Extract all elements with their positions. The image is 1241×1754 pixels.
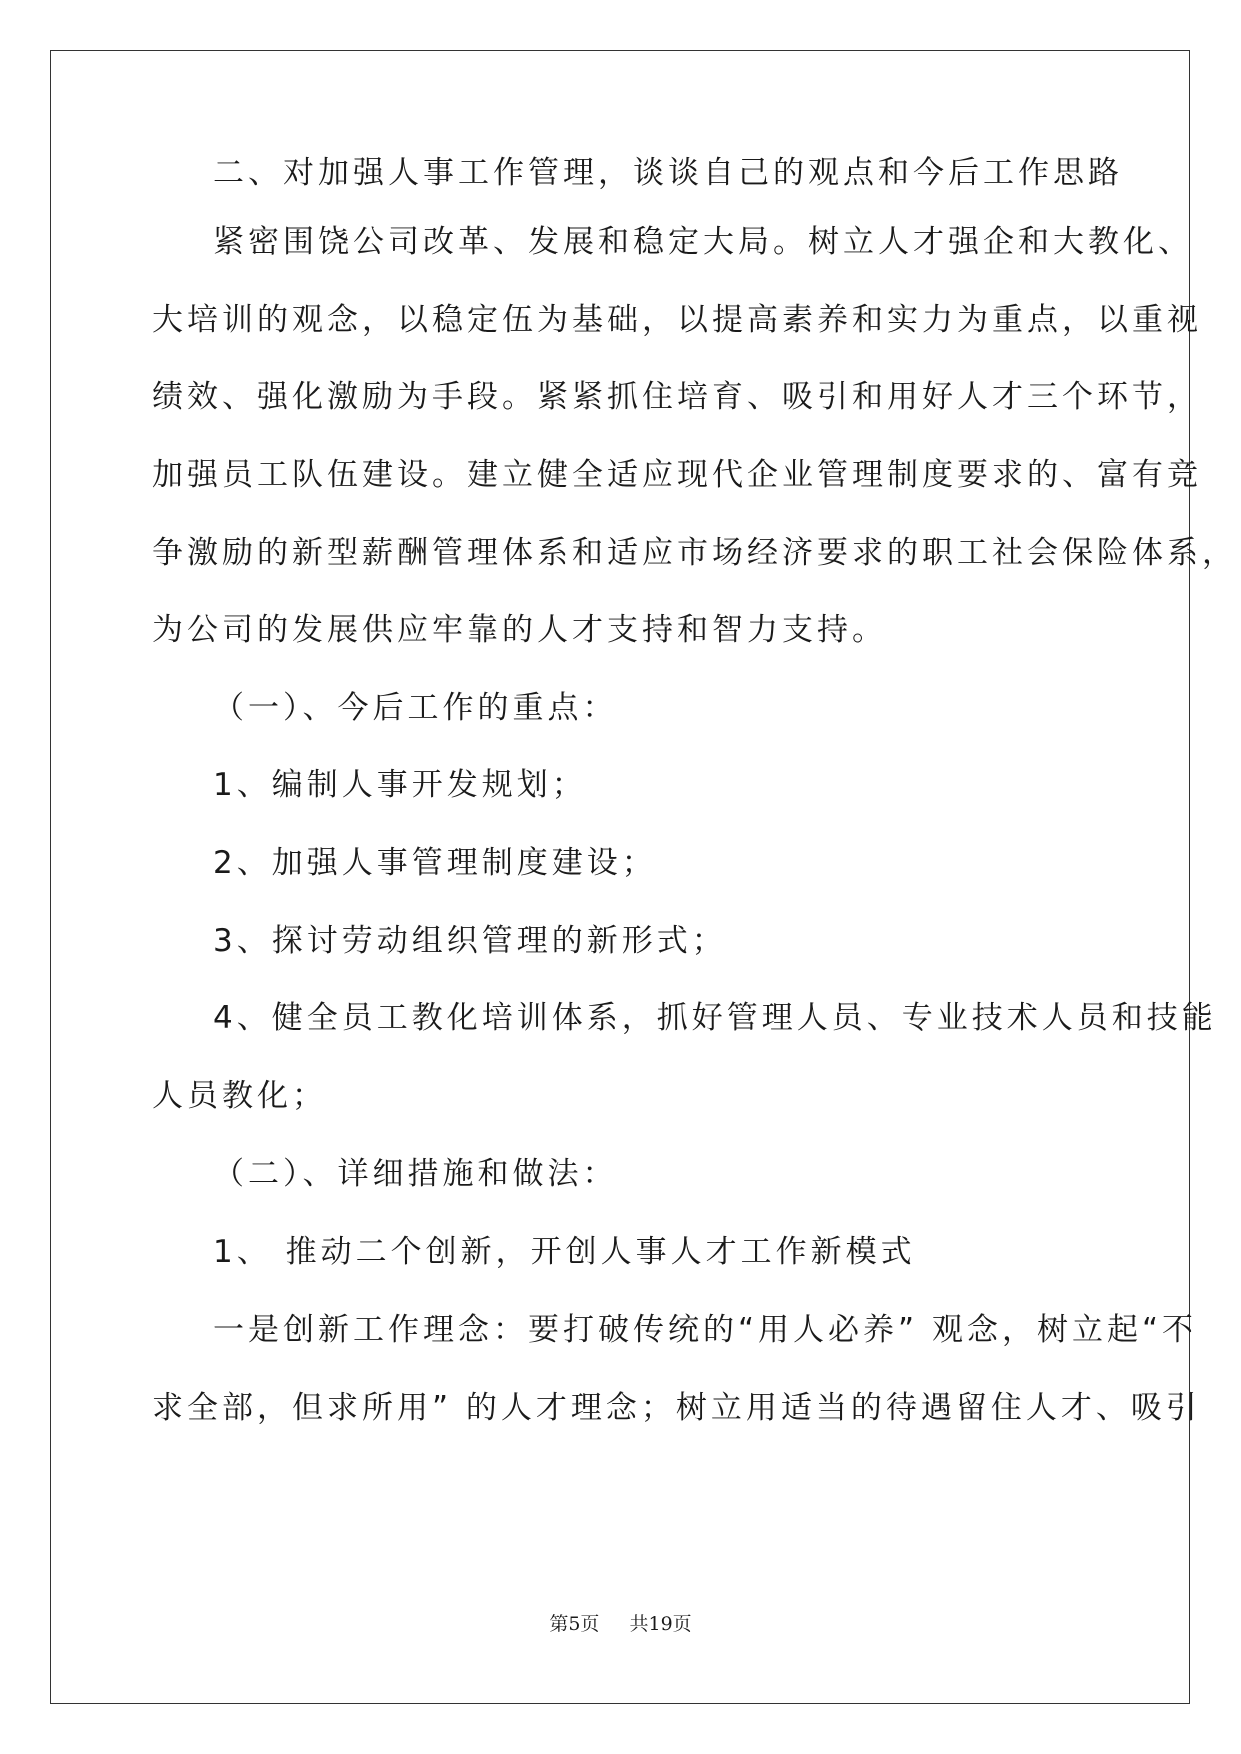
- body-line: 加强员工队伍建设。建立健全适应现代企业管理制度要求的、富有竞: [152, 457, 1202, 493]
- body-line: 为公司的发展供应牢靠的人才支持和智力支持。: [152, 612, 887, 648]
- body-line: 争激励的新型薪酬管理体系和适应市场经济要求的职工社会保险体系，: [152, 535, 1237, 571]
- list-item: 2、加强人事管理制度建设；: [213, 845, 657, 881]
- list-item: 3、探讨劳动组织管理的新形式；: [213, 923, 727, 959]
- page-footer: [0, 1612, 1241, 1636]
- list-item: 1、编制人事开发规划；: [213, 767, 587, 803]
- subsection-heading: （二）、详细措施和做法：: [213, 1156, 618, 1192]
- body-line: 紧密围饶公司改革、发展和稳定大局。树立人才强企和大教化、: [213, 224, 1193, 260]
- body-line: 求全部，但求所用” 的人才理念；树立用适当的待遇留住人才、吸引: [152, 1390, 1201, 1426]
- body-line: 绩效、强化激励为手段。紧紧抓住培育、吸引和用好人才三个环节，: [152, 379, 1202, 415]
- list-item-continuation: 人员教化；: [152, 1078, 327, 1114]
- section-heading: 二、对加强人事工作管理，谈谈自己的观点和今后工作思路: [213, 155, 1123, 191]
- body-line: 一是创新工作理念：要打破传统的“用人必养” 观念，树立起“不: [213, 1312, 1198, 1348]
- list-item: 1、 推动二个创新，开创人事人才工作新模式: [213, 1234, 916, 1270]
- page-total: 共19页: [629, 1613, 692, 1635]
- body-line: 大培训的观念，以稳定伍为基础，以提高素养和实力为重点，以重视: [152, 302, 1202, 338]
- page-number: 第5页: [549, 1613, 600, 1635]
- subsection-heading: （一）、今后工作的重点：: [213, 690, 618, 726]
- list-item: 4、健全员工教化培训体系，抓好管理人员、专业技术人员和技能: [213, 1000, 1217, 1036]
